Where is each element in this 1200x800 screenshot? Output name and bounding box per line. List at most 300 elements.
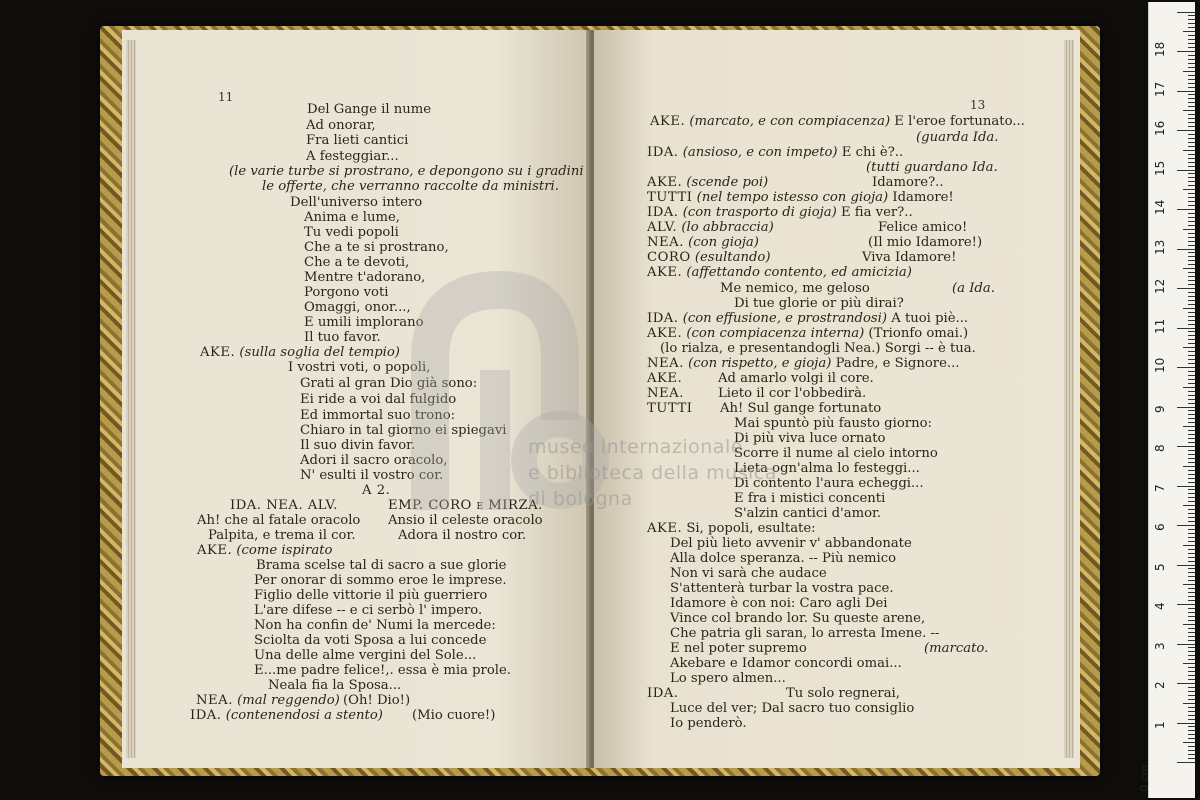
right-page-text-line: Idamore è con noi: Caro agli Dei <box>670 596 888 611</box>
ruler-tick <box>1188 750 1195 751</box>
left-page-text-line: Ah! che al fatale oracolo <box>197 513 361 528</box>
ruler-tick <box>1183 387 1195 388</box>
ruler-tick <box>1188 98 1195 99</box>
left-page-text-line: Che a te si prostrano, <box>304 240 449 255</box>
ruler-tick <box>1188 537 1195 538</box>
ruler-tick <box>1188 422 1195 423</box>
ruler-number: 15 <box>1153 160 1167 176</box>
ruler-tick <box>1188 193 1195 194</box>
ruler-tick <box>1188 707 1195 708</box>
ruler-tick <box>1188 430 1195 431</box>
ruler-tick <box>1188 442 1195 443</box>
ruler-number: 14 <box>1153 199 1167 215</box>
ruler-tick <box>1177 367 1195 368</box>
ruler-tick <box>1188 738 1195 739</box>
left-page-text-line: Adori il sacro oracolo, <box>300 453 448 468</box>
ruler-tick <box>1183 426 1195 427</box>
ruler-tick <box>1188 142 1195 143</box>
right-page-text-line: AKE. (marcato, e con compiacenza) E l'eroe fortunato... <box>650 114 1025 129</box>
ruler-tick <box>1188 213 1195 214</box>
ruler-tick <box>1177 565 1195 566</box>
ruler-tick <box>1188 126 1195 127</box>
ruler-tick <box>1188 339 1195 340</box>
right-page-text-line: Felice amico! <box>878 220 968 235</box>
ruler-tick <box>1188 576 1195 577</box>
ruler-tick <box>1188 260 1195 261</box>
right-page-text-line: (tutti guardano Ida. <box>866 160 998 175</box>
ruler-tick <box>1188 304 1195 305</box>
ruler-tick <box>1188 320 1195 321</box>
ruler-tick <box>1188 572 1195 573</box>
ruler-tick <box>1188 300 1195 301</box>
page-edge <box>126 40 136 758</box>
left-page-text-line: Ad onorar, <box>306 118 376 133</box>
ruler-tick <box>1188 414 1195 415</box>
right-page-text-line: Me nemico, me geloso <box>720 281 870 296</box>
right-page-text-line: Di tue glorie or più dirai? <box>734 296 904 311</box>
right-page-text-line: Alla dolce speranza. -- Più nemico <box>670 551 897 566</box>
ruler-tick <box>1188 201 1195 202</box>
ruler-tick <box>1183 150 1195 151</box>
ruler-tick <box>1188 391 1195 392</box>
ruler-tick <box>1188 221 1195 222</box>
ruler-tick <box>1188 501 1195 502</box>
right-page-text-line: AKE. (affettando contento, ed amicizia) <box>647 265 912 280</box>
ruler-tick <box>1188 620 1195 621</box>
right-page-text-line: Tu solo regnerai, <box>786 686 900 701</box>
ruler-tick <box>1177 249 1195 250</box>
ruler-number: 18 <box>1153 41 1167 57</box>
ruler-tick <box>1188 734 1195 735</box>
ruler-tick <box>1183 268 1195 269</box>
left-page-text-line: Che a te devoti, <box>304 255 410 270</box>
ruler-tick <box>1188 158 1195 159</box>
ruler-tick <box>1188 474 1195 475</box>
ruler-tick <box>1188 351 1195 352</box>
ruler-tick <box>1188 166 1195 167</box>
ruler-tick <box>1188 343 1195 344</box>
right-page-text-line: IDA. (con effusione, e prostrandosi) A tuoi piè... <box>647 311 969 326</box>
ruler-tick <box>1188 363 1195 364</box>
ruler-tick <box>1188 280 1195 281</box>
left-page-text-line: IDA. NEA. ALV. <box>230 498 338 513</box>
ruler-tick <box>1188 292 1195 293</box>
ruler-tick <box>1188 521 1195 522</box>
ruler-tick <box>1188 462 1195 463</box>
watermark-line-3: di bologna <box>528 488 633 510</box>
ruler-tick <box>1188 59 1195 60</box>
ruler-number: 12 <box>1153 278 1167 294</box>
ruler-tick <box>1177 328 1195 329</box>
right-page-text-line: IDA. (con trasporto di gioja) E fia ver?.. <box>647 205 913 220</box>
right-page-text-line: Che patria gli saran, lo arresta Imene. -- <box>670 626 940 641</box>
ruler-tick <box>1188 730 1195 731</box>
ruler-tick <box>1188 23 1195 24</box>
left-page-text-line: Non ha confin de' Numi la mercede: <box>254 618 496 633</box>
ruler-tick <box>1177 130 1195 131</box>
ruler-number: 2 <box>1153 681 1167 689</box>
ruler-tick <box>1188 106 1195 107</box>
ruler-tick <box>1188 375 1195 376</box>
left-page-text-line: Omaggi, onor..., <box>304 300 411 315</box>
ruler-tick <box>1188 580 1195 581</box>
watermark-line-2: e biblioteca della musica <box>528 462 777 484</box>
ruler-tick <box>1188 245 1195 246</box>
ruler-tick <box>1177 604 1195 605</box>
left-page-text-line: Brama scelse tal di sacro a sue glorie <box>256 558 507 573</box>
left-page-text-line: Ed immortal suo trono: <box>300 408 456 423</box>
right-page-text-line: (Il mio Idamore!) <box>868 235 983 250</box>
right-page-text-line: Di contento l'aura echeggi... <box>734 476 924 491</box>
right-page-text-line: Non vi sarà che audace <box>670 566 827 581</box>
ruler-tick <box>1188 478 1195 479</box>
ruler-tick <box>1183 624 1195 625</box>
ruler-tick <box>1188 114 1195 115</box>
ruler-tick <box>1188 146 1195 147</box>
ruler-tick <box>1188 173 1195 174</box>
ruler-tick <box>1183 31 1195 32</box>
ruler-tick <box>1188 719 1195 720</box>
ruler-number: 1 <box>1153 720 1167 729</box>
ruler-tick <box>1188 711 1195 712</box>
right-page-text-line: CORO (esultando) <box>647 250 771 265</box>
left-page-text-line: Ei ride a voi dal fulgido <box>300 392 457 407</box>
right-page-text-line: IDA. (ansioso, e con impeto) E chi è?.. <box>647 145 904 160</box>
ruler-tick <box>1188 324 1195 325</box>
left-page-text-line: (Oh! Dio!) <box>343 693 411 708</box>
ruler-number: 10 <box>1153 357 1167 373</box>
ruler-tick <box>1188 75 1195 76</box>
ruler-tick <box>1188 399 1195 400</box>
ruler-tick <box>1183 308 1195 309</box>
ruler-tick <box>1188 154 1195 155</box>
ruler-tick <box>1188 15 1195 16</box>
left-page-text-line: I vostri voti, o popoli, <box>288 360 431 375</box>
right-page-text-line: E fra i mistici concenti <box>734 491 886 506</box>
ruler-tick <box>1188 181 1195 182</box>
ruler-tick <box>1177 644 1195 645</box>
ruler-tick <box>1177 91 1195 92</box>
ruler-tick <box>1188 513 1195 514</box>
left-page-text-line: Il suo divin favor. <box>300 438 416 453</box>
right-page-text-line: Ad amarlo volgi il core. <box>718 371 874 386</box>
ruler-tick <box>1177 51 1195 52</box>
ruler-tick <box>1188 264 1195 265</box>
ruler-tick <box>1188 418 1195 419</box>
ruler-tick <box>1188 659 1195 660</box>
ruler-tick <box>1177 209 1195 210</box>
ruler-tick <box>1188 162 1195 163</box>
ruler-tick <box>1188 592 1195 593</box>
right-page-text-line: S'attenterà turbar la vostra pace. <box>670 581 894 596</box>
right-page-text-line: Lieto il cor l'obbedirà. <box>718 386 867 401</box>
right-page-text-line: (lo rialza, e presentandogli Nea.) Sorgi -- è tua. <box>660 341 976 356</box>
ruler-tick <box>1188 371 1195 372</box>
ruler-tick <box>1188 403 1195 404</box>
left-page-text-line: le offerte, che verranno raccolte da ministri. <box>262 179 559 194</box>
ruler-tick <box>1188 43 1195 44</box>
left-page-text-line: (Mio cuore!) <box>412 708 496 723</box>
ruler-tick <box>1183 466 1195 467</box>
right-page-text-line: Lieta ogn'alma lo festeggi... <box>734 461 920 476</box>
ruler-tick <box>1188 754 1195 755</box>
ruler-tick <box>1188 225 1195 226</box>
page-number-right: 13 <box>970 98 986 112</box>
left-page-text-line: (le varie turbe si prostrano, e depongono su i gradini <box>229 164 584 179</box>
ruler-tick <box>1188 489 1195 490</box>
right-page-text-line: TUTTI <box>647 401 693 416</box>
ruler-tick <box>1188 561 1195 562</box>
right-page-text-line: (a Ida. <box>952 281 995 296</box>
right-page-text-line: NEA. (con gioja) <box>647 235 759 250</box>
ruler-tick <box>1188 636 1195 637</box>
ruler-tick <box>1188 675 1195 676</box>
right-page-text-line: AKE. <box>647 371 683 386</box>
left-page-text-line: Sciolta da voti Sposa a lui concede <box>254 633 487 648</box>
ruler-number: 11 <box>1153 318 1167 334</box>
ruler-tick <box>1183 703 1195 704</box>
ruler-tick <box>1188 647 1195 648</box>
right-page-text-line: Luce del ver; Dal sacro tuo consiglio <box>670 701 915 716</box>
ruler-tick <box>1188 482 1195 483</box>
ruler-tick <box>1188 55 1195 56</box>
right-page-text-line: (guarda Ida. <box>916 130 999 145</box>
left-page-text-line: E...me padre felice!,. essa è mia prole. <box>254 663 512 678</box>
ruler-number: 13 <box>1153 239 1167 255</box>
ruler-tick <box>1188 632 1195 633</box>
right-page-text-line: Idamore?.. <box>872 175 944 190</box>
left-page-text-line: Porgono voti <box>304 285 389 300</box>
ruler-tick <box>1188 434 1195 435</box>
ruler-number: 5 <box>1153 562 1167 571</box>
ruler-tick <box>1183 71 1195 72</box>
right-page-text-line: Viva Idamore! <box>862 250 957 265</box>
ruler-tick <box>1177 723 1195 724</box>
ruler-tick <box>1177 288 1195 289</box>
right-page-text-line: Lo spero almen... <box>670 671 786 686</box>
left-page-text-line: A festeggiar... <box>306 149 399 164</box>
left-page-text-line: Tu vedi popoli <box>304 225 399 240</box>
ruler-number: 3 <box>1153 641 1167 650</box>
right-page-text-line: IDA. <box>647 686 679 701</box>
ruler-number: 17 <box>1153 81 1167 97</box>
ruler-tick <box>1188 687 1195 688</box>
left-page-text-line: Per onorar di sommo eroe le imprese. <box>254 573 507 588</box>
ruler-tick <box>1188 533 1195 534</box>
ruler-tick <box>1188 679 1195 680</box>
right-page-text-line: E nel poter supremo <box>670 641 807 656</box>
ruler-tick <box>1188 529 1195 530</box>
ruler-tick <box>1188 454 1195 455</box>
left-page-text-line: L'are difese -- e ci serbò l' impero. <box>254 603 483 618</box>
ruler-tick <box>1188 600 1195 601</box>
ruler-tick <box>1183 742 1195 743</box>
ruler-tick <box>1188 335 1195 336</box>
ruler-tick <box>1188 588 1195 589</box>
ruler-tick <box>1177 170 1195 171</box>
measurement-ruler <box>1138 2 1195 798</box>
ruler-tick <box>1188 379 1195 380</box>
ruler-tick <box>1188 655 1195 656</box>
ruler-tick <box>1188 102 1195 103</box>
ruler-tick <box>1188 63 1195 64</box>
ruler-tick <box>1188 450 1195 451</box>
ruler-tick <box>1188 509 1195 510</box>
ruler-tick <box>1188 541 1195 542</box>
right-page-text-line: AKE. Si, popoli, esultate: <box>647 521 816 536</box>
ruler-tick <box>1188 616 1195 617</box>
ruler-tick <box>1188 667 1195 668</box>
ruler-tick <box>1188 185 1195 186</box>
left-page-text-line: E umili implorano <box>304 315 424 330</box>
ruler-tick <box>1188 205 1195 206</box>
left-page-text-line: Neala fia la Sposa... <box>268 678 402 693</box>
ruler-tick <box>1188 746 1195 747</box>
ruler-tick <box>1188 549 1195 550</box>
ruler-tick <box>1188 691 1195 692</box>
ruler-tick <box>1188 640 1195 641</box>
left-page-text-line: Grati al gran Dio già sono: <box>300 376 478 391</box>
ruler-tick <box>1188 134 1195 135</box>
ruler-tick <box>1188 359 1195 360</box>
ruler-tick <box>1183 545 1195 546</box>
ruler-tick <box>1188 331 1195 332</box>
ruler-tick <box>1177 683 1195 684</box>
ruler-tick <box>1188 628 1195 629</box>
ruler-tick <box>1188 758 1195 759</box>
ruler-tick <box>1188 39 1195 40</box>
left-page-text-line: EMP. CORO e MIRZA. <box>388 498 543 513</box>
left-page-text-line: AKE. (sulla soglia del tempio) <box>200 345 400 360</box>
ruler-tick <box>1188 395 1195 396</box>
ruler-tick <box>1188 79 1195 80</box>
right-page-text-line: Scorre il nume al cielo intorno <box>734 446 938 461</box>
left-page-text-line: Palpita, e trema il cor. <box>208 528 356 543</box>
right-page-text-line: AKE. (scende poi) <box>647 175 769 190</box>
ruler-tick <box>1188 316 1195 317</box>
ruler-tick <box>1183 663 1195 664</box>
ruler-number: 8 <box>1153 444 1167 452</box>
ruler-tick <box>1188 383 1195 384</box>
ruler-tick <box>1188 252 1195 253</box>
right-page-text-line: S'alzin cantici d'amor. <box>734 506 882 521</box>
ruler-tick <box>1177 762 1195 763</box>
ruler-tick <box>1188 256 1195 257</box>
ruler-tick <box>1188 94 1195 95</box>
ruler-tick <box>1188 177 1195 178</box>
left-page-text-line: AKE. (come ispirato <box>197 543 333 558</box>
ruler-tick <box>1188 296 1195 297</box>
right-page-text-line: ALV. (lo abbraccia) <box>647 220 774 235</box>
left-page-text-line: Figlio delle vittorie il più guerriero <box>254 588 488 603</box>
ruler-tick <box>1177 446 1195 447</box>
ruler-tick <box>1188 438 1195 439</box>
ruler-number: 7 <box>1153 483 1167 492</box>
right-page-text-line: Del più lieto avvenir v' abbandonate <box>670 536 912 551</box>
right-page-text-line: TUTTI (nel tempo istesso con gioja) Idamore! <box>647 190 954 205</box>
ruler-tick <box>1183 347 1195 348</box>
watermark-line-1: museo internazionale <box>528 436 743 458</box>
page-edge <box>1064 40 1074 758</box>
left-page-text-line: Del Gange il nume <box>307 102 432 117</box>
ruler-tick <box>1188 651 1195 652</box>
left-page-text-line: Chiaro in tal giorno ei spiegavi <box>300 423 507 438</box>
ruler-tick <box>1177 407 1195 408</box>
ruler-tick <box>1188 726 1195 727</box>
left-page-text-line: A 2. <box>362 483 391 498</box>
ruler-tick <box>1188 568 1195 569</box>
ruler-tick <box>1183 229 1195 230</box>
ruler-tick <box>1183 505 1195 506</box>
right-page-text-line: AKE. (con compiacenza interna) (Trionfo omai.) <box>647 326 969 341</box>
ruler-tick <box>1188 355 1195 356</box>
ruler-tick <box>1183 189 1195 190</box>
ruler-tick <box>1188 612 1195 613</box>
right-page-text-line: Io penderò. <box>670 716 747 731</box>
right-page-text-line: Ah! Sul gange fortunato <box>720 401 882 416</box>
left-page-text-line: Adora il nostro cor. <box>398 528 527 543</box>
ruler-tick <box>1188 197 1195 198</box>
ruler-tick <box>1188 118 1195 119</box>
ruler-tick <box>1188 237 1195 238</box>
ruler-number: 16 <box>1153 120 1167 136</box>
ruler-tick <box>1188 241 1195 242</box>
ruler-tick <box>1188 553 1195 554</box>
left-page-text-line: Ansio il celeste oracolo <box>388 513 543 528</box>
right-page-text-line: NEA. (con rispetto, e gioja) Padre, e Signore... <box>647 356 960 371</box>
ruler-tick <box>1188 122 1195 123</box>
ruler-tick <box>1188 699 1195 700</box>
ruler-tick <box>1188 19 1195 20</box>
right-page-text-line: Di più viva luce ornato <box>734 431 886 446</box>
ruler-tick <box>1183 110 1195 111</box>
left-page-text-line: Fra lieti cantici <box>306 133 409 148</box>
ruler-tick <box>1177 525 1195 526</box>
ruler-tick <box>1188 470 1195 471</box>
left-page-text-line: N' esulti il vostro cor. <box>300 468 444 483</box>
ruler-tick <box>1188 27 1195 28</box>
ruler-tick <box>1188 233 1195 234</box>
ruler-tick <box>1188 695 1195 696</box>
ruler-tick <box>1177 12 1195 13</box>
ruler-tick <box>1188 138 1195 139</box>
right-page-text-line: (marcato. <box>924 641 989 656</box>
right-page-text-line: Mai spuntò più fausto giorno: <box>734 416 932 431</box>
ruler-tick <box>1177 486 1195 487</box>
ruler-tick <box>1188 67 1195 68</box>
ruler-tick <box>1188 715 1195 716</box>
left-page-text-line: Il tuo favor. <box>304 330 381 345</box>
left-page-text-line: Dell'universo intero <box>290 195 423 210</box>
ruler-tick <box>1188 410 1195 411</box>
ruler-tick <box>1188 47 1195 48</box>
right-page-text-line: Vince col brando lor. Su queste arene, <box>670 611 926 626</box>
ruler-tick <box>1188 493 1195 494</box>
left-page-text-line: NEA. (mal reggendo) <box>196 693 340 708</box>
ruler-tick <box>1188 272 1195 273</box>
ruler-number: 9 <box>1153 404 1167 413</box>
ruler-tick <box>1188 276 1195 277</box>
ruler-tick <box>1188 217 1195 218</box>
ruler-tick <box>1188 517 1195 518</box>
left-page-text-line: Una delle alme vergini del Sole... <box>254 648 477 663</box>
ruler-tick <box>1188 87 1195 88</box>
ruler-tick <box>1188 35 1195 36</box>
page-number-left: 11 <box>218 90 234 104</box>
right-page-text-line: Akebare e Idamor concordi omai... <box>670 656 902 671</box>
ruler-number: 4 <box>1153 602 1167 610</box>
ruler-tick <box>1188 497 1195 498</box>
